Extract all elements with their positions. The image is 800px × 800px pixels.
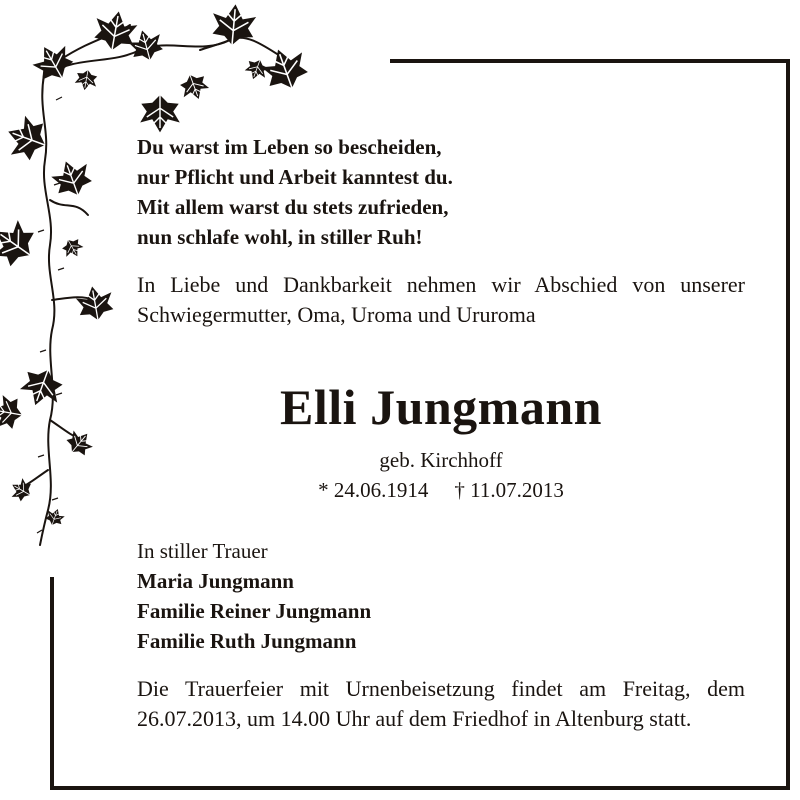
poem-line: nun schlafe wohl, in stiller Ruh! (137, 225, 423, 249)
birth-date: * 24.06.1914 (318, 478, 429, 502)
mourners-heading: In stiller Trauer (137, 539, 268, 563)
poem-line: nur Pflicht und Arbeit kanntest du. (137, 165, 453, 189)
mourner-name: Familie Reiner Jungmann (137, 599, 372, 623)
mourner-name: Familie Ruth Jungmann (137, 629, 357, 653)
deceased-name: Elli Jungmann (280, 379, 602, 435)
frame-border-top (390, 59, 790, 63)
mourners-block (137, 536, 745, 656)
poem-line: Du warst im Leben so bescheiden, (137, 135, 442, 159)
poem-line: Mit allem warst du stets zufrieden, (137, 195, 449, 219)
life-dates (137, 476, 745, 504)
intro-text: In Liebe und Dankbarkeit nehmen wir Abschied von unserer Schwiegermutter, Oma, Uroma und Ururoma (137, 272, 745, 327)
frame-border-right (786, 59, 790, 790)
poem (137, 132, 745, 252)
mourner-name: Maria Jungmann (137, 569, 294, 593)
frame-border-left (50, 577, 54, 790)
funeral-notice: Die Trauerfeier mit Urnenbeisetzung findet am Freitag, dem 26.07.2013, um 14.00 Uhr auf dem Friedhof in Altenburg statt. (137, 676, 745, 731)
frame-border-bottom (50, 786, 790, 790)
death-date: † 11.07.2013 (454, 478, 564, 502)
birth-name: geb. Kirchhoff (379, 448, 503, 472)
